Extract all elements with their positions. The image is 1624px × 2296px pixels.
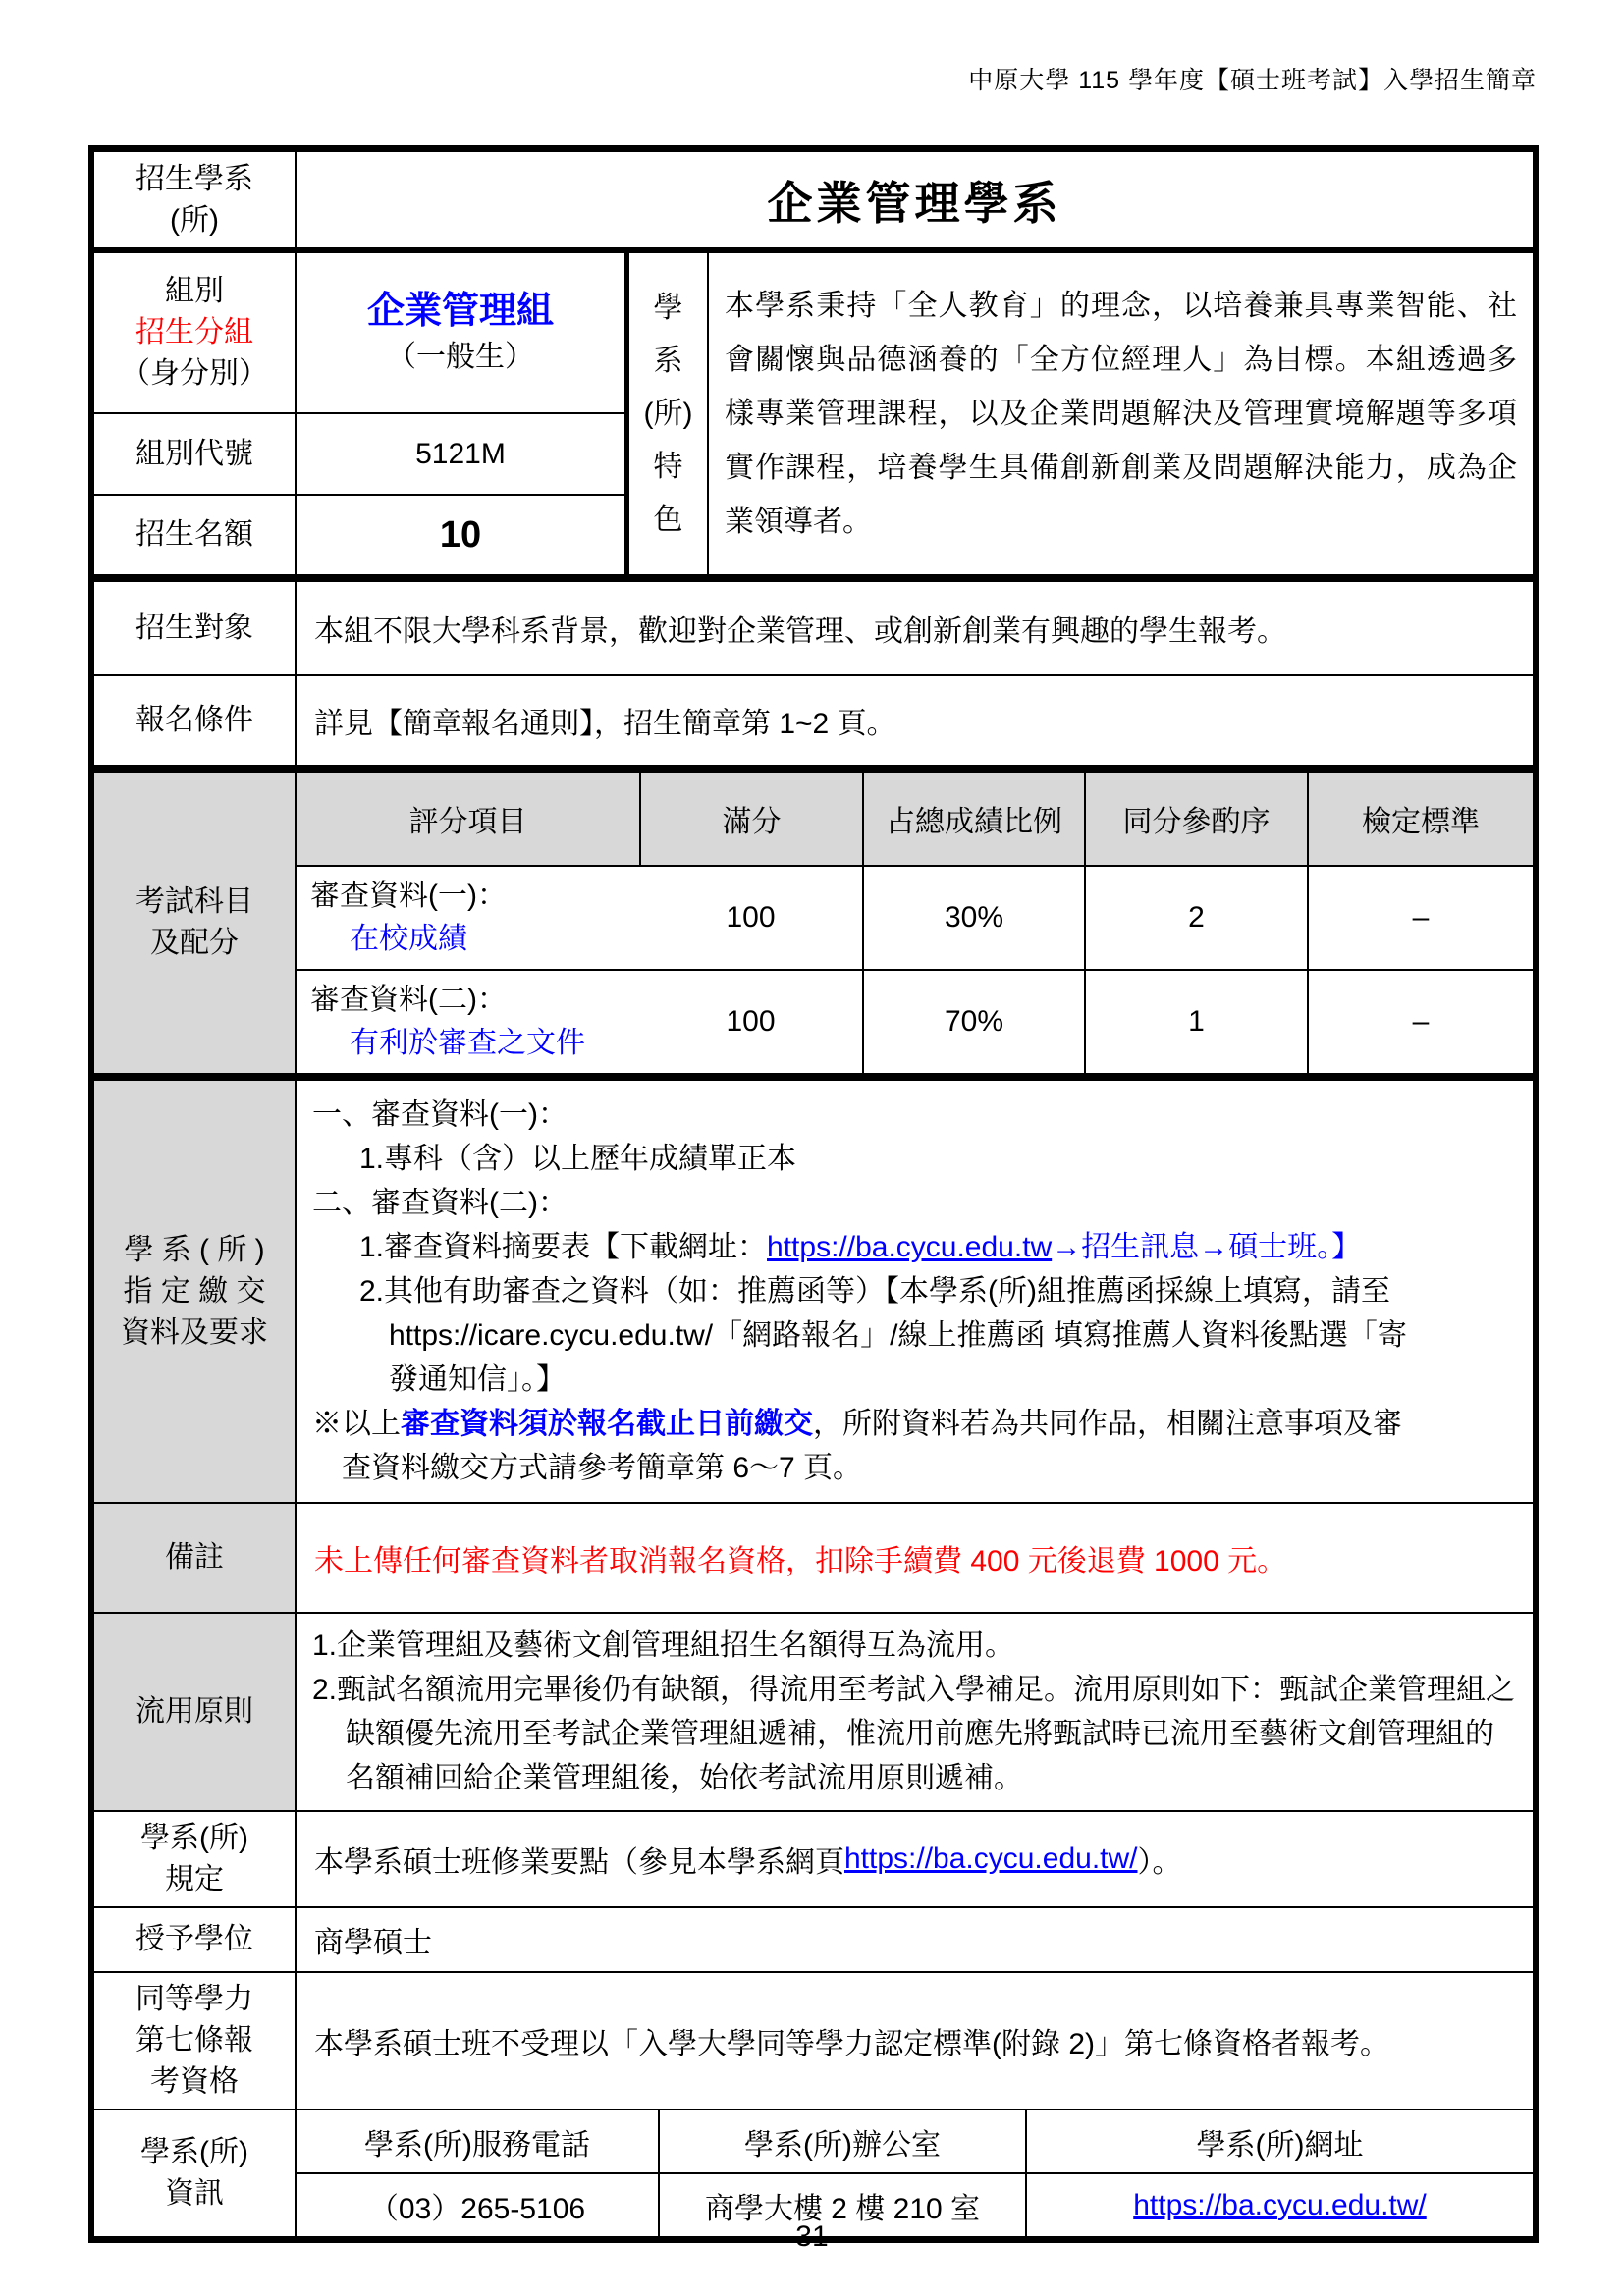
info-office-header: 學系(所)辦公室 [658, 2110, 1025, 2172]
exam-full-score: 100 [726, 1005, 776, 1038]
info-website-header: 學系(所)網址 [1025, 2110, 1533, 2172]
submission-label-line1: 學 系 ( 所 ) [124, 1233, 265, 1266]
submission-label-cell [94, 1081, 297, 1502]
note-prefix: ※以上 [312, 1408, 401, 1440]
exam-header-standard: 檢定標準 [1307, 773, 1533, 865]
submission-line [312, 1225, 1517, 1269]
submission-body [297, 1081, 1533, 1502]
exam-full-score: 100 [726, 901, 776, 934]
submission-line: 發通知信」。】 [389, 1363, 566, 1396]
info-header-row [297, 2110, 1533, 2172]
exam-item-main: 審查資料(一)： [310, 880, 507, 912]
exam-item-cell [297, 971, 639, 1073]
exam-item-sub: 在校成績 [350, 923, 467, 955]
group-label-line3: （身分別） [121, 357, 268, 390]
features-label-char: 學 [653, 291, 683, 324]
submission-line: 2.其他有助審查之資料（如：推薦函等）【本學系(所)組推薦函採線上填寫，請至 [359, 1275, 1390, 1308]
exam-row-2 [297, 969, 1533, 1073]
info-table [297, 2110, 1533, 2236]
page-header: 中原大學 115 學年度【碩士班考試】入學招生簡章 [968, 67, 1537, 94]
exam-item-cell [297, 867, 639, 969]
note-middle: ，所附資料若為共同作品，相關注意事項及審 [813, 1408, 1402, 1440]
exam-label-line2: 及配分 [150, 927, 239, 959]
exam-header-item: 評分項目 [297, 773, 639, 865]
exam-item-main: 審查資料(二)： [310, 984, 507, 1016]
regulations-prefix: 本學系碩士班修業要點（參見本學系網頁 [314, 1846, 844, 1879]
submission-note [312, 1402, 1517, 1446]
dept-label-cell [94, 152, 297, 247]
submission-row [94, 1081, 1533, 1502]
info-label-line2: 資訊 [165, 2177, 224, 2210]
submission-label-line3: 資料及要求 [121, 1315, 268, 1349]
submission-line: https://icare.cycu.edu.tw/「網路報名」/線上推薦函 填寫推薦人資料後點選「寄 [389, 1319, 1407, 1352]
quota-row [94, 494, 624, 574]
remarks-row [94, 1502, 1533, 1612]
exam-header-ratio: 占總成績比例 [862, 773, 1084, 865]
transfer-row [94, 1612, 1533, 1810]
features-label-char: (所) [643, 397, 693, 430]
remarks-label: 備註 [94, 1504, 297, 1612]
info-label-cell [94, 2110, 297, 2236]
exam-table [297, 773, 1533, 1073]
info-website-link[interactable]: https://ba.cycu.edu.tw/ [1133, 2188, 1427, 2221]
group-name-sub: （一般生） [387, 341, 534, 373]
exam-row-1 [297, 865, 1533, 969]
exam-item-sub: 有利於審查之文件 [350, 1027, 585, 1059]
dept-label-line1: 招生學系 [135, 162, 253, 195]
separator [94, 1073, 1533, 1081]
remarks-text: 未上傳任何審查資料者取消報名資格，扣除手續費 400 元後退費 1000 元。 [314, 1545, 1287, 1577]
submission-line: 1.專科（含）以上歷年成績單正本 [359, 1143, 797, 1175]
submission-line: 一、審查資料(一)： [312, 1098, 568, 1131]
info-phone-value: （03）265-5106 [368, 2192, 586, 2225]
regulations-suffix: ）。 [1137, 1846, 1182, 1879]
info-row [94, 2109, 1533, 2236]
info-phone-header: 學系(所)服務電話 [364, 2128, 590, 2162]
group-left [94, 253, 624, 574]
exam-ratio: 30% [862, 867, 1084, 969]
transfer-item-2: 2.甄試名額流用完畢後仍有缺額，得流用至考試入學補足。流用原則如下：甄試企業管理組之缺額優先流用至考試企業管理組遞補，惟流用前應先將甄試時已流用至藝術文創管理組的名額補回給企業管理組後，始依考試流用原則遞補。 [312, 1674, 1516, 1794]
separator [94, 765, 1533, 773]
degree-label: 授予學位 [94, 1908, 297, 1971]
features-label-char: 特 [653, 450, 683, 483]
target-row [94, 582, 1533, 674]
group-label-line2: 招生分組 [135, 316, 253, 348]
submission-line: 二、審查資料(二)： [312, 1187, 568, 1219]
equivalency-label-line3: 考資格 [150, 2065, 239, 2098]
page-number: - 31 - [777, 2220, 847, 2253]
group-label-cell [94, 253, 297, 412]
target-label: 招生對象 [94, 582, 297, 674]
exam-ratio: 70% [862, 971, 1084, 1073]
equivalency-text: 本學系碩士班不受理以「入學大學同等學力認定標準(附錄 2)」第七條資格者報考。 [314, 2028, 1389, 2060]
quota-label: 招生名額 [94, 496, 297, 574]
exam-standard: – [1307, 971, 1533, 1073]
transfer-label: 流用原則 [94, 1614, 297, 1810]
exam-label-cell [94, 773, 297, 1073]
exam-header-tie: 同分參酌序 [1084, 773, 1307, 865]
exam-header-row [297, 773, 1533, 865]
features-text-cell [707, 253, 1533, 574]
conditions-label: 報名條件 [94, 676, 297, 765]
info-label-line1: 學系(所) [140, 2136, 248, 2168]
department-website-link[interactable]: https://ba.cycu.edu.tw/ [844, 1842, 1138, 1875]
exam-tiebreak: 2 [1084, 867, 1307, 969]
equivalency-label-line1: 同等學力 [135, 1983, 253, 2015]
regulations-row [94, 1810, 1533, 1906]
download-suffix: →招生訊息→碩士班。】 [1052, 1231, 1362, 1263]
group-code-row [94, 412, 624, 494]
transfer-item-1: 1.企業管理組及藝術文創管理組招生名額得互為流用。 [312, 1629, 1015, 1662]
equivalency-label-line2: 第七條報 [135, 2024, 253, 2056]
regulations-text [297, 1812, 1533, 1906]
degree-row [94, 1906, 1533, 1971]
regulations-label-line2: 規定 [165, 1863, 224, 1896]
transfer-body [297, 1614, 1533, 1810]
dept-label-line2: (所) [170, 203, 219, 237]
submission-label-line2: 指 定 繳 交 [123, 1274, 266, 1308]
exam-block [94, 773, 1533, 1073]
exam-standard: – [1307, 867, 1533, 969]
group-code-label: 組別代號 [94, 414, 297, 494]
dept-name: 企業管理學系 [767, 177, 1062, 229]
equivalency-label-cell [94, 1973, 297, 2109]
features-label-char: 色 [653, 503, 683, 536]
group-name-cell [297, 253, 624, 412]
features-label-cell [624, 253, 707, 574]
exam-tiebreak: 1 [1084, 971, 1307, 1073]
regulations-label-cell [94, 1812, 297, 1906]
dept-row [94, 152, 1533, 247]
degree-text: 商學碩士 [314, 1927, 432, 1959]
group-label-line1: 組別 [165, 275, 224, 307]
download-prefix: 1.審查資料摘要表【下載網址： [359, 1231, 768, 1263]
target-text: 本組不限大學科系背景，歡迎對企業管理、或創新創業有興趣的學生報考。 [314, 615, 1286, 648]
note-deadline: 審查資料須於報名截止日前繳交 [401, 1408, 813, 1440]
separator [94, 574, 1533, 582]
conditions-text: 詳見【簡章報名通則】，招生簡章第 1~2 頁。 [314, 708, 896, 740]
features-label-char: 系 [653, 344, 683, 377]
conditions-row [94, 674, 1533, 765]
exam-label-line1: 考試科目 [135, 885, 253, 918]
group-name: 企業管理組 [366, 291, 554, 332]
admissions-table [88, 145, 1539, 2243]
submission-note-line2: 查資料繳交方式請參考簡章第 6～7 頁。 [342, 1452, 863, 1484]
group-row [94, 253, 624, 412]
equivalency-row [94, 1971, 1533, 2109]
quota-value: 10 [439, 513, 482, 556]
group-block [94, 253, 1533, 574]
exam-header-full: 滿分 [639, 773, 862, 865]
department-site-link[interactable]: https://ba.cycu.edu.tw [767, 1231, 1053, 1263]
info-office-value: 商學大樓 2 樓 210 室 [658, 2174, 1025, 2236]
features-text: 本學系秉持「全人教育」的理念，以培養兼具專業智能、社會關懷與品德涵養的「全方位經理人」為目標。本組透過多樣專業管理課程，以及企業問題解決及管理實境解題等多項實作課程，培養學生具備創新創業及問題解決能力，成為企業領導者。 [725, 290, 1517, 538]
regulations-label-line1: 學系(所) [140, 1822, 248, 1854]
group-code-value: 5121M [415, 437, 506, 470]
